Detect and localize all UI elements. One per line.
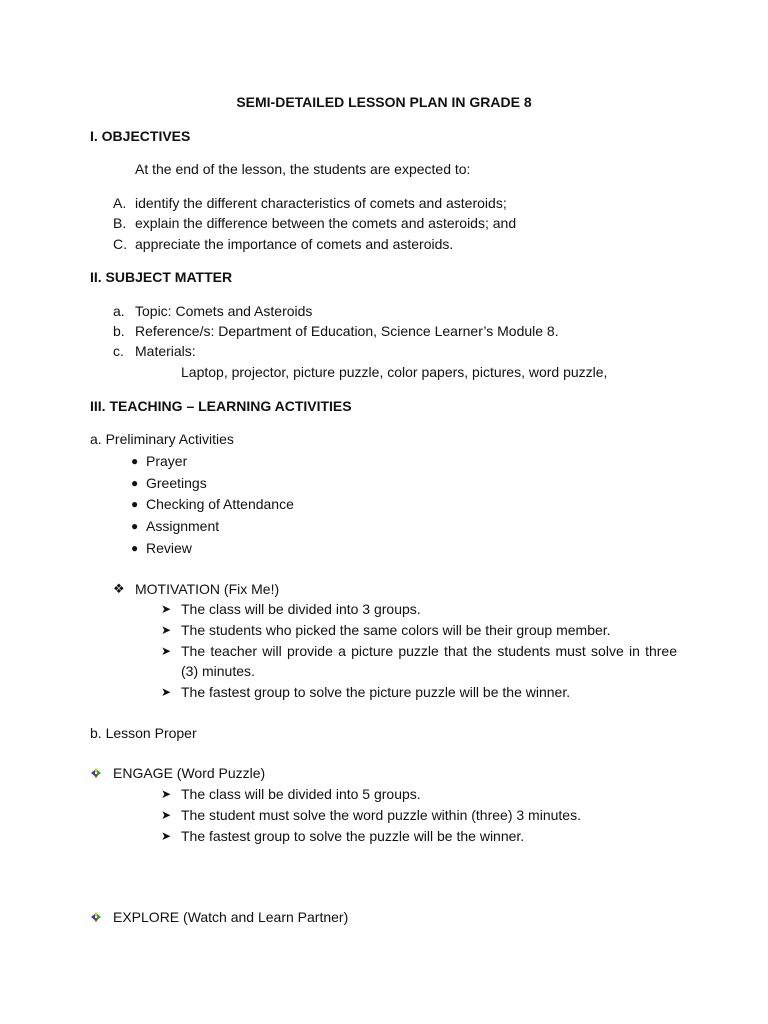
- preliminary-item: Assignment: [146, 518, 220, 534]
- subject-text: Reference/s: Department of Education, Science Learner’s Module 8.: [135, 323, 559, 339]
- arrowhead-bullet-icon: ➤: [161, 787, 172, 801]
- objective-marker: A.: [113, 195, 127, 211]
- engage-item: The class will be divided into 5 groups.: [181, 786, 421, 802]
- objective-text: explain the difference between the comets and asteroids; and: [135, 215, 517, 231]
- objective-marker: B.: [113, 215, 127, 231]
- arrowhead-bullet-icon: ➤: [161, 602, 172, 616]
- arrowhead-bullet-icon: ➤: [161, 685, 172, 699]
- preliminary-item: Greetings: [146, 475, 207, 491]
- preliminary-item: Checking of Attendance: [146, 496, 294, 512]
- diamond-bullet-icon: ❖: [113, 581, 125, 596]
- document-title: SEMI-DETAILED LESSON PLAN IN GRADE 8: [236, 94, 532, 110]
- preliminary-item: Review: [146, 540, 192, 556]
- lesson-proper-label: b. Lesson Proper: [90, 725, 197, 741]
- bullet-icon: ●: [131, 454, 139, 468]
- objectives-intro: At the end of the lesson, the students are expected to:: [135, 161, 471, 177]
- four-color-arrow-icon: [90, 767, 102, 779]
- arrowhead-bullet-icon: ➤: [161, 644, 172, 658]
- engage-item: The student must solve the word puzzle within (three) 3 minutes.: [181, 807, 581, 823]
- motivation-label: MOTIVATION (Fix Me!): [135, 581, 280, 597]
- four-color-arrow-icon: [90, 911, 102, 923]
- bullet-icon: ●: [131, 476, 139, 490]
- subject-matter-heading: II. SUBJECT MATTER: [90, 269, 233, 285]
- motivation-item: The class will be divided into 3 groups.: [181, 601, 421, 617]
- preliminary-item: Prayer: [146, 453, 188, 469]
- objectives-heading: I. OBJECTIVES: [90, 128, 191, 144]
- subject-marker: a.: [113, 303, 125, 319]
- explore-label: EXPLORE (Watch and Learn Partner): [113, 909, 349, 925]
- subject-marker: c.: [113, 343, 124, 359]
- arrowhead-bullet-icon: ➤: [161, 829, 172, 843]
- subject-text: Materials:: [135, 343, 196, 359]
- preliminary-label: a. Preliminary Activities: [90, 431, 234, 447]
- engage-item: The fastest group to solve the puzzle will be the winner.: [181, 828, 525, 844]
- objective-marker: C.: [113, 236, 127, 252]
- materials-list: Laptop, projector, picture puzzle, color papers, pictures, word puzzle,: [181, 364, 608, 380]
- objective-text: appreciate the importance of comets and asteroids.: [135, 236, 454, 252]
- bullet-icon: ●: [131, 541, 139, 555]
- subject-marker: b.: [113, 323, 125, 339]
- engage-label: ENGAGE (Word Puzzle): [113, 765, 266, 781]
- motivation-item: The students who picked the same colors will be their group member.: [181, 622, 611, 638]
- motivation-item: The teacher will provide a picture puzzle that the students must solve in three (3) minutes.: [181, 643, 677, 679]
- activities-heading: III. TEACHING – LEARNING ACTIVITIES: [90, 398, 352, 414]
- motivation-item: The fastest group to solve the picture puzzle will be the winner.: [181, 684, 571, 700]
- bullet-icon: ●: [131, 519, 139, 533]
- subject-text: Topic: Comets and Asteroids: [135, 303, 313, 319]
- arrowhead-bullet-icon: ➤: [161, 808, 172, 822]
- bullet-icon: ●: [131, 497, 139, 511]
- objective-text: identify the different characteristics of comets and asteroids;: [135, 195, 507, 211]
- arrowhead-bullet-icon: ➤: [161, 623, 172, 637]
